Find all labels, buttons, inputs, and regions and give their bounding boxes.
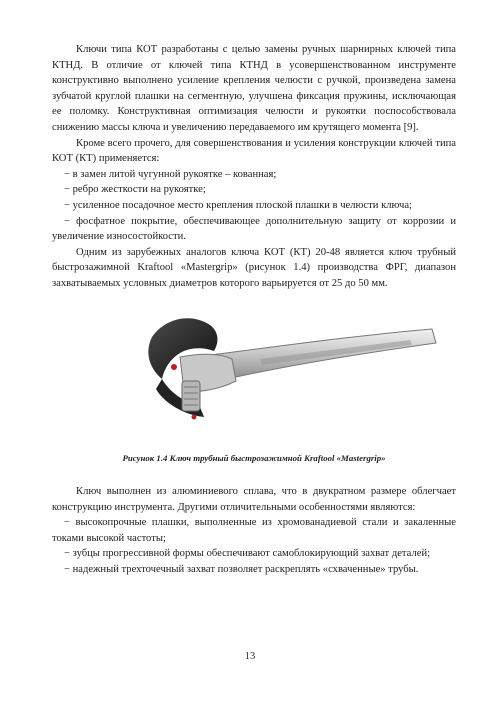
list-item: − усиленное посадочное место крепления плоской плашки в челюсти ключа; <box>64 199 412 211</box>
list-item: − надежный трехточечный захват позволяет раскреплять «схваченные» трубы. <box>64 563 419 575</box>
paragraph-material: Ключ выполнен из алюминиевого сплава, что в двукратном размере облегчает конструкцию инструмента. Другими отличительными особенностями являются: <box>52 486 456 513</box>
list-item: − фосфатное покрытие, обеспечивающее дополнительную защиту от коррозии и увеличение износостойкости. <box>52 215 456 243</box>
pipe-wrench-image <box>140 307 440 447</box>
figure-caption: Рисунок 1.4 Ключ трубный быстрозажимной Kraftool «Mastergrip» <box>122 453 386 463</box>
list-item: − в замен литой чугунной рукоятке – кованная; <box>64 168 277 180</box>
list-item: − ребро жесткости на рукоятке; <box>64 184 206 196</box>
text-block-top <box>52 42 456 292</box>
list-item: − высокопрочные плашки, выполненные из хромованадиевой стали и закаленные токами высокой частоты; <box>52 517 456 544</box>
page-number: 13 <box>244 651 256 662</box>
text-block-bottom <box>52 484 456 578</box>
paragraph-improvements: Кроме всего прочего, для совершенствования и усиления конструкции ключей типа КОТ (КТ) применяется: <box>52 137 456 165</box>
paragraph-analog: Одним из зарубежных аналогов ключа КОТ (КТ) 20-48 является ключ трубный быстрозажимной Kraftool «Mastergrip» (рисунок 1.4) производства ФРГ, диапазон захватываемых условных диаметров которого варьируется от 25 до 50 мм. <box>52 246 456 289</box>
list-item: − зубцы прогрессивной формы обеспечивают самоблокирующий захват деталей; <box>64 548 431 560</box>
paragraph-kot-intro: Ключи типа КОТ разработаны с целью замены ручных шарнирных ключей типа КТНД. В отличие от ключей типа КТНД в усовершенствованном инструменте конструктивно выполнено усиление крепления челюсти с ручкой, произведена замена зубчатой круглой плашки на сегментную, улучшена фиксация пружины, исключающая ее поломку. Конструктивная оптимизация челюсти и рукоятки поспособствовала снижению массы ключа и увеличению передаваемого им крутящего момента [9]. <box>52 44 456 133</box>
